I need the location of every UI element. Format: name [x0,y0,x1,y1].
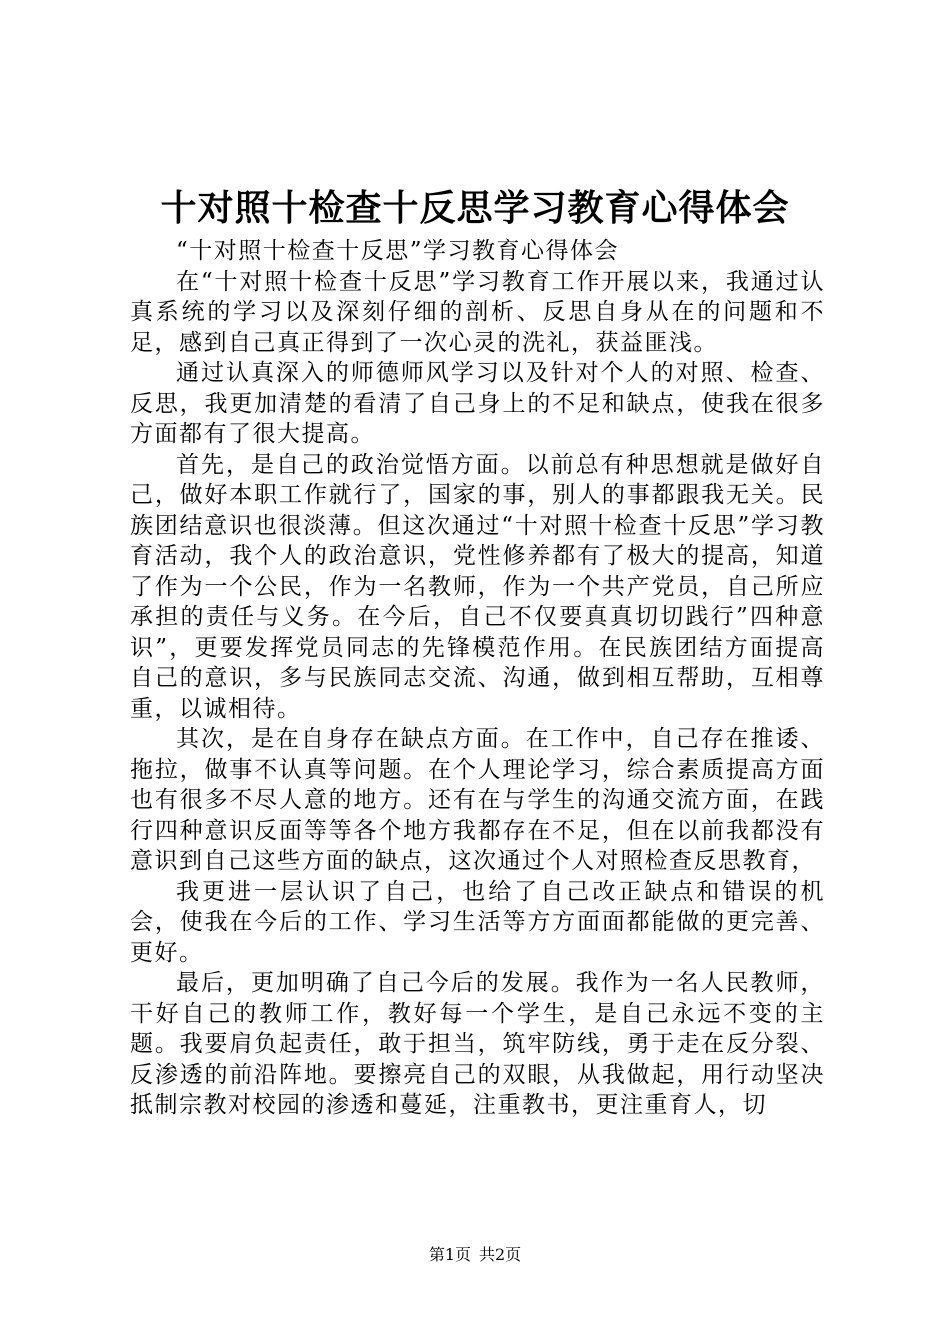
document-body [130,236,825,1121]
page-total: 共2页 [479,1245,522,1264]
body-paragraph: 在“十对照十检查十反思”学习教育工作开展以来，我通过认真系统的学习以及深刻仔细的剖析、反思自身从在的问题和不足，感到自己真正得到了一次心灵的洗礼，获益匪浅。 [130,268,825,356]
body-paragraph: 我更进一层认识了自己，也给了自己改正缺点和错误的机会，使我在今后的工作、学习生活等方方面面都能做的更完善、更好。 [130,878,825,966]
page-footer [0,1244,950,1266]
page-number: 第1页 [428,1245,471,1264]
body-paragraph: 首先，是自己的政治觉悟方面。以前总有种思想就是做好自己，做好本职工作就行了，国家的事，别人的事都跟我无关。民族团结意识也很淡薄。但这次通过“十对照十检查十反思”学习教育活动，我个人的政治意识，党性修养都有了极大的提高，知道了作为一个公民，作为一名教师，作为一个共产党员，自己所应承担的责任与义务。在今后，自己不仅要真真切切践行”四种意识”，更要发挥党员同志的先锋模范作用。在民族团结方面提高自己的意识，多与民族同志交流、沟通，做到相互帮助，互相尊重，以诚相待。 [130,451,825,722]
body-paragraph: 其次，是在自身存在缺点方面。在工作中，自己存在推诿、拖拉，做事不认真等问题。在个人理论学习，综合素质提高方面也有很多不尽人意的地方。还有在与学生的沟通交流方面，在践行四种意识反面等等各个地方我都存在不足，但在以前我都没有意识到自己这些方面的缺点，这次通过个人对照检查反思教育， [130,726,825,874]
body-paragraph: 最后，更加明确了自己今后的发展。我作为一名人民教师，干好自己的教师工作，教好每一个学生，是自己永远不变的主题。我要肩负起责任，敢于担当，筑牢防线，勇于走在反分裂、反渗透的前沿阵地。要擦亮自己的双眼，从我做起，用行动坚决抵制宗教对校园的渗透和蔓延，注重教书，更注重育人，切 [130,970,825,1118]
subtitle-paragraph: “十对照十检查十反思”学习教育心得体会 [176,238,620,264]
body-paragraph: 通过认真深入的师德师风学习以及针对个人的对照、检查、反思，我更加清楚的看清了自己身上的不足和缺点，使我在很多方面都有了很大提高。 [130,360,825,447]
document-title: 十对照十检查十反思学习教育心得体会 [160,188,790,229]
